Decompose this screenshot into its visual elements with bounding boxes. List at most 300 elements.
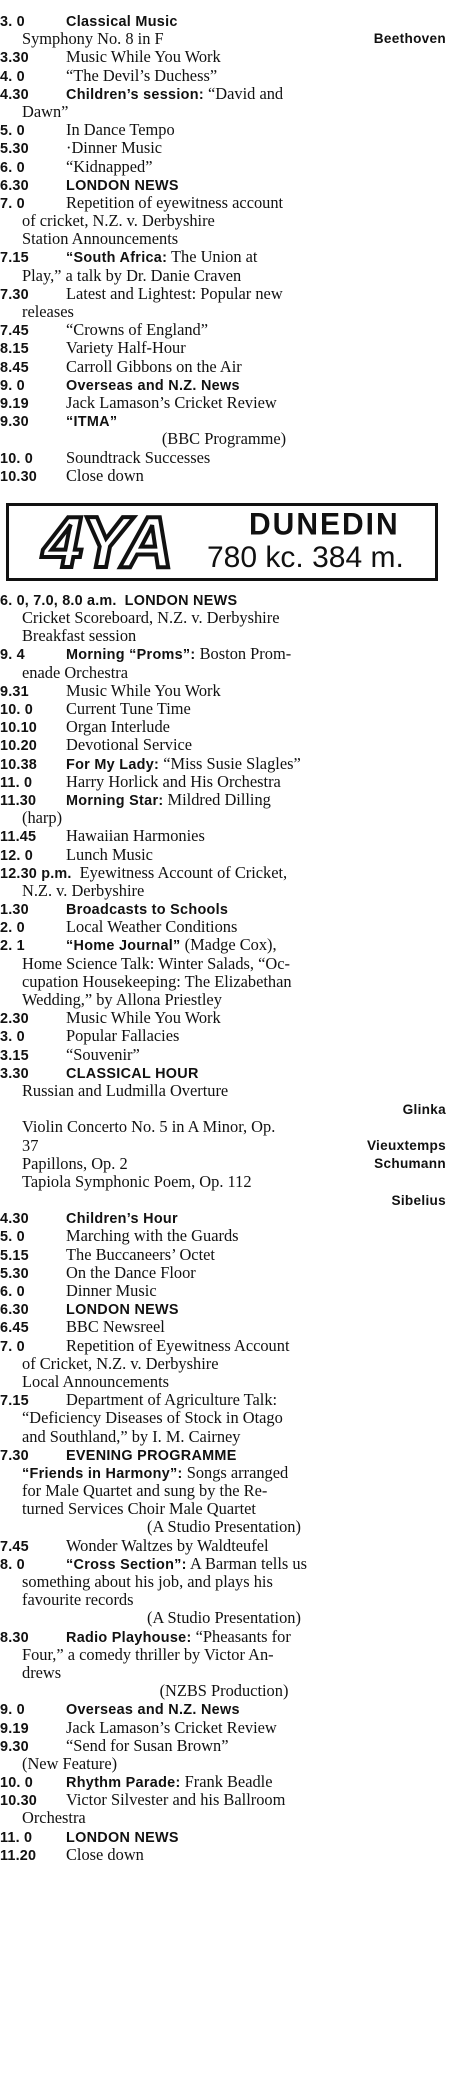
programme-text: [66, 1737, 448, 1755]
programme-description: (A Studio Presentation): [147, 1518, 301, 1537]
programme-text: [66, 248, 448, 266]
programme-text: [66, 48, 448, 66]
programme-description: Dawn”: [22, 102, 69, 121]
programme-line: [0, 1628, 448, 1646]
programme-description: Papillons, Op. 2: [22, 1154, 128, 1173]
programme-continuation-line: [0, 230, 448, 248]
programme-entry: [0, 1828, 448, 1846]
programme-time: 4. 0: [0, 68, 25, 85]
programme-text: [22, 1573, 448, 1591]
programme-title: LONDON NEWS: [124, 592, 238, 609]
programme-line: [0, 900, 448, 918]
programme-text: [66, 321, 448, 339]
programme-description: “Kidnapped”: [66, 157, 153, 176]
programme-text: [80, 864, 448, 882]
programme-time: 3.15: [0, 1047, 29, 1064]
programme-text: [147, 1609, 301, 1627]
programme-description: “Deficiency Diseases of Stock in Otago: [22, 1409, 283, 1428]
programme-text: [66, 139, 448, 157]
programme-description: Frank Beadle: [180, 1773, 273, 1792]
programme-description: Repetition of Eyewitness Account: [66, 1336, 290, 1355]
programme-line: [0, 1209, 448, 1227]
programme-time: 7. 0: [0, 1338, 25, 1355]
programme-time: 6.45: [0, 1320, 29, 1337]
programme-entry: [0, 791, 448, 827]
programme-continuation-line: [0, 1464, 448, 1482]
programme-text: [66, 1719, 448, 1737]
programme-description: Lunch Music: [66, 845, 153, 864]
programme-entry: [0, 1700, 448, 1718]
programme-continuation-line: [0, 1373, 448, 1391]
programme-time: 3.30: [0, 50, 29, 67]
programme-entry: [0, 1446, 448, 1537]
programme-line: [0, 449, 448, 467]
programme-text: [66, 1064, 448, 1082]
programme-line: [0, 67, 448, 85]
programme-description: Play,” a talk by Dr. Danie Craven: [22, 266, 242, 285]
programme-line: [0, 1846, 448, 1864]
programme-text: [66, 1227, 448, 1245]
programme-continuation-line: [0, 1591, 448, 1609]
programme-line: [0, 591, 448, 609]
programme-continuation-line: [0, 664, 448, 682]
programme-line: [0, 1700, 448, 1718]
programme-entry: [0, 1719, 448, 1737]
programme-description: ·Dinner Music: [66, 139, 163, 158]
programme-continuation-line: [0, 1428, 448, 1446]
programme-entry: [0, 1846, 448, 1864]
programme-description: Home Science Talk: Winter Salads, “Oc-: [22, 954, 290, 973]
programme-continuation-line: [0, 955, 448, 973]
programme-description: Harry Horlick and His Orchestra: [66, 772, 281, 791]
programme-text: [403, 1100, 446, 1118]
programme-entry: [0, 900, 448, 918]
programme-text: [66, 376, 448, 394]
programme-time: 3. 0: [0, 1029, 25, 1046]
programme-entry: [0, 591, 448, 646]
programme-entry: [0, 645, 448, 681]
programme-description: Soundtrack Successes: [66, 448, 211, 467]
programme-description: In Dance Tempo: [66, 121, 175, 140]
programme-line: [0, 918, 448, 936]
programme-description: Latest and Lightest: Popular new: [66, 284, 283, 303]
programme-description: Department of Agriculture Talk:: [66, 1391, 278, 1410]
programme-continuation-line: [0, 1355, 448, 1373]
programme-description: something about his job, and plays his: [22, 1573, 273, 1591]
programme-description: Devotional Service: [66, 736, 193, 755]
programme-description: drews: [22, 1663, 62, 1682]
programme-entry: [0, 321, 448, 339]
programme-continuation-line: [0, 627, 448, 645]
programme-description: N.Z. v. Derbyshire: [22, 881, 145, 900]
programme-text: [66, 755, 448, 773]
programme-description: Orchestra: [22, 1809, 86, 1828]
programme-description: for Male Quartet and sung by the Re-: [22, 1482, 268, 1501]
programme-title: Classical Music: [66, 14, 178, 30]
programme-description: Current Tune Time: [66, 700, 191, 718]
programme-entry: [0, 176, 448, 194]
programme-time: 10.38: [0, 756, 38, 773]
programme-continuation-line: [0, 1082, 448, 1100]
programme-text: [66, 67, 448, 85]
programme-text: [66, 1009, 448, 1027]
programme-continuation-line: [0, 609, 448, 627]
programme-line: [0, 139, 448, 157]
programme-text: [66, 1700, 448, 1718]
programme-continuation-line: [0, 1755, 448, 1773]
programme-entry: [0, 1064, 448, 1210]
programme-text: [66, 176, 448, 194]
programme-time: 10. 0: [0, 450, 34, 467]
programme-description: and Southland,” by I. M. Cairney: [22, 1427, 241, 1446]
earlier-station-schedule: [0, 12, 448, 485]
programme-text: [66, 1773, 448, 1791]
programme-text: [22, 1373, 448, 1391]
programme-entry: [0, 1318, 448, 1336]
programme-title: “Cross Section”:: [66, 1556, 187, 1573]
programme-title: LONDON NEWS: [66, 1829, 179, 1846]
programme-text: [22, 1482, 448, 1500]
programme-entry: [0, 394, 448, 412]
programme-description: Jack Lamason’s Cricket Review: [66, 393, 277, 412]
programme-line: [0, 1791, 448, 1809]
programme-time: 12.30 p.m.: [0, 865, 72, 882]
programme-time: 10. 0: [0, 702, 34, 718]
programme-time: 7.45: [0, 323, 29, 340]
programme-line: [0, 1246, 448, 1264]
programme-line: [0, 755, 448, 773]
programme-line: [0, 1537, 448, 1555]
programme-time: 6. 0, 7.0, 8.0 a.m.: [0, 592, 117, 609]
programme-description: favourite records: [22, 1591, 134, 1610]
programme-time: 6.30: [0, 177, 29, 194]
programme-description: Boston Prom-: [195, 645, 292, 664]
programme-description: Russian and Ludmilla Overture: [22, 1081, 229, 1100]
programme-text: [66, 358, 448, 376]
programme-text: [22, 955, 448, 973]
programme-description: Music While You Work: [66, 1009, 221, 1028]
programme-title: Overseas and N.Z. News: [66, 1702, 240, 1719]
programme-continuation-line: [0, 1173, 448, 1191]
programme-title: “Friends in Harmony”:: [22, 1465, 183, 1482]
programme-time: 10.10: [0, 720, 38, 737]
programme-time: 7.15: [0, 1393, 29, 1410]
programme-time: 10.30: [0, 1793, 38, 1810]
programme-description: Organ Interlude: [66, 718, 170, 737]
programme-description: (harp): [22, 809, 63, 828]
programme-text: [66, 394, 448, 412]
programme-text: [66, 718, 448, 736]
programme-text: [66, 846, 448, 864]
programme-time: 11. 0: [0, 1829, 33, 1846]
programme-time: 4.30: [0, 1211, 29, 1228]
programme-text: [66, 285, 448, 303]
programme-text: [22, 1355, 448, 1373]
programme-line: [0, 1337, 448, 1355]
programme-line: [0, 48, 448, 66]
programme-text: [66, 1318, 448, 1336]
programme-time: 6. 0: [0, 159, 25, 176]
programme-entry: [0, 936, 448, 1009]
programme-entry: [0, 139, 448, 157]
programme-text: [22, 973, 448, 991]
dunedin-station-schedule: [0, 591, 448, 1864]
programme-time: 9. 0: [0, 1702, 25, 1719]
programme-entry: [0, 718, 448, 736]
programme-text: [162, 430, 286, 448]
programme-time: 9.19: [0, 1720, 29, 1737]
programme-entry: [0, 1337, 448, 1392]
programme-text: [66, 449, 448, 467]
programme-time: 11.30: [0, 792, 37, 809]
programme-time: 9.30: [0, 414, 29, 431]
programme-text: [66, 700, 448, 718]
programme-time: 5. 0: [0, 123, 25, 140]
programme-text: [22, 1118, 448, 1136]
programme-continuation-line: [0, 1118, 448, 1136]
programme-time: 11.45: [0, 829, 37, 846]
programme-entry: [0, 682, 448, 700]
programme-time: 9. 0: [0, 377, 25, 394]
programme-time: 5. 0: [0, 1229, 25, 1246]
programme-text: [66, 1264, 448, 1282]
programme-continuation-line: [0, 303, 448, 321]
programme-text: [22, 1137, 448, 1155]
programme-entry: [0, 467, 448, 485]
programme-description: (New Feature): [22, 1754, 118, 1773]
station-wavelength: 384 m.: [312, 540, 404, 574]
programme-description: Cricket Scoreboard, N.Z. v. Derbyshire: [22, 609, 280, 628]
programme-text: [22, 267, 448, 285]
programme-text: [22, 1664, 448, 1682]
programme-text: [66, 1209, 448, 1227]
programme-continuation-line: [0, 882, 448, 900]
programme-line: [0, 194, 448, 212]
programme-continuation-line: [0, 1191, 448, 1209]
programme-text: [66, 1046, 448, 1064]
programme-line: [0, 1282, 448, 1300]
programme-description: “The Devil’s Duchess”: [66, 66, 218, 85]
station-details: [205, 509, 435, 575]
programme-entry: [0, 121, 448, 139]
programme-continuation-line: [0, 1809, 448, 1827]
programme-text: [66, 1300, 448, 1318]
programme-continuation-line: [0, 267, 448, 285]
programme-description: “Crowns of England”: [66, 321, 209, 340]
programme-text: [66, 1555, 448, 1573]
programme-title: Children’s Hour: [66, 1211, 178, 1228]
programme-text: [66, 158, 448, 176]
programme-text: [66, 1846, 448, 1864]
programme-time: 5.30: [0, 1265, 29, 1282]
programme-description: Music While You Work: [66, 48, 221, 67]
programme-line: [0, 1737, 448, 1755]
programme-time: 7.30: [0, 1447, 29, 1464]
programme-continuation-line: [0, 1500, 448, 1518]
programme-line: [0, 773, 448, 791]
programme-time: 7.45: [0, 1538, 29, 1555]
programme-line: [0, 285, 448, 303]
programme-text: [66, 1282, 448, 1300]
programme-text: [66, 412, 448, 430]
programme-line: [0, 791, 448, 809]
programme-line: [0, 394, 448, 412]
programme-line: [0, 412, 448, 430]
programme-continuation-line: [0, 1518, 448, 1536]
programme-entry: [0, 285, 448, 321]
section-gap: [0, 485, 448, 499]
programme-time: 12. 0: [0, 847, 34, 864]
composer-name: Glinka: [402, 1102, 446, 1118]
programme-continuation-line: [0, 1155, 448, 1173]
programme-continuation-line: [0, 1646, 448, 1664]
programme-line: [0, 846, 448, 864]
programme-description: The Buccaneers’ Octet: [66, 1245, 215, 1264]
programme-text: [22, 1155, 448, 1173]
programme-description: releases: [22, 303, 74, 321]
programme-time: 9.19: [0, 395, 29, 412]
programme-line: [0, 1064, 448, 1082]
programme-title: Children’s session:: [66, 86, 204, 103]
programme-time: 3.30: [0, 1065, 29, 1082]
programme-description: Local Weather Conditions: [66, 918, 238, 937]
programme-line: [0, 1719, 448, 1737]
programme-entry: [0, 339, 448, 357]
programme-description: enade Orchestra: [22, 663, 129, 682]
programme-entry: [0, 1227, 448, 1245]
programme-text: [66, 12, 448, 30]
programme-line: [0, 682, 448, 700]
programme-time: 7.30: [0, 286, 29, 303]
programme-line: [0, 1046, 448, 1064]
programme-title: Broadcasts to Schools: [66, 902, 229, 919]
programme-entry: [0, 48, 448, 66]
programme-line: [0, 321, 448, 339]
programme-time: 7.15: [0, 250, 29, 267]
programme-entry: [0, 12, 448, 48]
programme-text: [22, 1464, 448, 1482]
programme-entry: [0, 1555, 448, 1628]
programme-text: [66, 339, 448, 357]
programme-text: [22, 609, 448, 627]
station-city: DUNEDIN: [249, 507, 400, 542]
programme-line: [0, 339, 448, 357]
programme-text: [147, 1518, 301, 1536]
programme-continuation-line: [0, 1137, 448, 1155]
programme-time: 10. 0: [0, 1775, 34, 1792]
programme-entry: [0, 1791, 448, 1827]
programme-title: For My Lady:: [66, 756, 160, 773]
programme-description: Violin Concerto No. 5 in A Minor, Op.: [22, 1118, 276, 1137]
programme-text: [66, 900, 448, 918]
programme-time: 9. 4: [0, 647, 25, 664]
programme-description: Wonder Waltzes by Waldteufel: [66, 1536, 269, 1555]
programme-description: Songs arranged: [182, 1463, 289, 1482]
programme-text: [22, 1755, 448, 1773]
programme-description: Local Announcements: [22, 1372, 170, 1391]
programme-text: [66, 682, 448, 700]
programme-title: EVENING PROGRAMME: [66, 1447, 237, 1464]
programme-time: 11. 0: [0, 774, 33, 791]
programme-title: LONDON NEWS: [66, 177, 179, 194]
programme-title: Morning Star:: [66, 792, 164, 809]
programme-entry: [0, 846, 448, 864]
programme-line: [0, 700, 448, 718]
programme-time: 2. 1: [0, 938, 25, 955]
programme-entry: [0, 194, 448, 249]
programme-text: [66, 1337, 448, 1355]
programme-line: [0, 1318, 448, 1336]
programme-text: [66, 1391, 448, 1409]
programme-time: 5.15: [0, 1247, 29, 1264]
programme-line: [0, 827, 448, 845]
programme-description: of Cricket, N.Z. v. Derbyshire: [22, 1354, 219, 1373]
programme-entry: [0, 755, 448, 773]
programme-time: 1.30: [0, 902, 29, 919]
programme-entry: [0, 1737, 448, 1773]
programme-continuation-line: [0, 991, 448, 1009]
programme-description: On the Dance Floor: [66, 1263, 196, 1282]
programme-entry: [0, 1773, 448, 1791]
programme-line: [0, 1391, 448, 1409]
programme-description: (NZBS Production): [159, 1682, 289, 1701]
programme-line: [0, 12, 448, 30]
programme-text: [66, 1246, 448, 1264]
callsign-text: 4YA: [42, 506, 172, 577]
programme-continuation-line: [0, 1409, 448, 1427]
programme-entry: [0, 1209, 448, 1227]
programme-text: [22, 1428, 448, 1446]
programme-description: turned Services Choir Male Quartet: [22, 1500, 256, 1519]
programme-line: [0, 1009, 448, 1027]
programme-text: [66, 936, 448, 954]
programme-text: [66, 1628, 448, 1646]
programme-text: [22, 627, 448, 645]
programme-line: [0, 1446, 448, 1464]
programme-continuation-line: [0, 212, 448, 230]
programme-description: Variety Half-Hour: [66, 339, 186, 358]
programme-time: 8.45: [0, 359, 29, 376]
programme-description: “Send for Susan Brown”: [66, 1736, 229, 1755]
programme-entry: [0, 1027, 448, 1045]
programme-description: Close down: [66, 1845, 144, 1864]
programme-description: Repetition of eyewitness account: [66, 193, 284, 212]
programme-text: [66, 1537, 448, 1555]
programme-line: [0, 1264, 448, 1282]
programme-text: [66, 736, 448, 754]
programme-title: CLASSICAL HOUR: [66, 1065, 199, 1082]
programme-line: [0, 1828, 448, 1846]
programme-text: [66, 121, 448, 139]
programme-entry: [0, 1046, 448, 1064]
programme-text: [66, 1446, 448, 1464]
programme-text: [22, 212, 448, 230]
programme-continuation-line: [0, 30, 448, 48]
programme-description: Wedding,” by Allona Priestley: [22, 991, 222, 1009]
programme-description: “David and: [203, 84, 284, 103]
programme-text: [22, 1409, 448, 1427]
programme-text: [66, 1828, 448, 1846]
programme-description: Marching with the Guards: [66, 1227, 239, 1246]
programme-text: [160, 1682, 289, 1700]
callsign-logo-graphic: [12, 507, 202, 577]
programme-text: [66, 194, 448, 212]
programme-line: [0, 645, 448, 663]
programme-title: Radio Playhouse:: [66, 1629, 192, 1646]
programme-description: of cricket, N.Z. v. Derbyshire: [22, 212, 215, 231]
programme-description: (BBC Programme): [161, 430, 287, 449]
programme-line: [0, 1300, 448, 1318]
